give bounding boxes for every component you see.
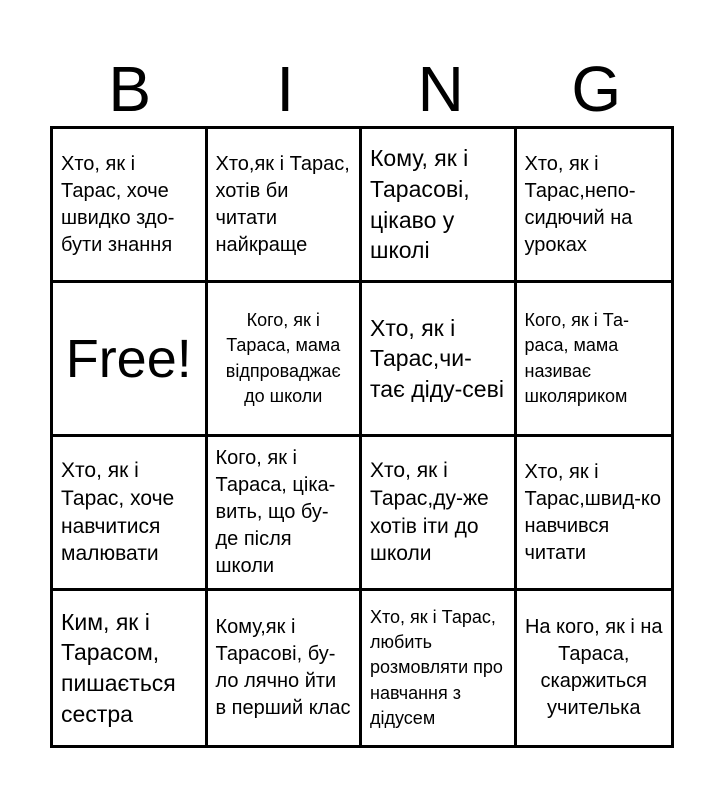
bingo-cell[interactable] bbox=[53, 591, 208, 745]
bingo-cell[interactable] bbox=[362, 591, 517, 745]
bingo-board bbox=[50, 126, 674, 748]
bingo-cell[interactable] bbox=[53, 437, 208, 591]
bingo-cell[interactable] bbox=[362, 283, 517, 437]
cell-text: Кому,як і Тарасові, бу-ло лячно йти в перший клас bbox=[215, 616, 351, 719]
cell-text: Кого, як і Тараса, ціка- вить, що бу-де після школи bbox=[215, 447, 336, 577]
cell-text: Ким, як і Тарасом, пишається сестра bbox=[61, 608, 176, 727]
bingo-free-cell[interactable] bbox=[53, 283, 208, 437]
bingo-cell[interactable] bbox=[517, 591, 672, 745]
cell-text: Кого, як і Тараса, мама відпроваджає до школи bbox=[225, 310, 341, 406]
cell-text: Хто,як і Тарас, хотів би читати найкраще bbox=[215, 152, 350, 256]
cell-text: Кого, як і Та-раса, мама називає школяриком bbox=[524, 310, 629, 406]
cell-text: На кого, як і на Тараса, скаржиться учителька bbox=[524, 616, 663, 719]
free-space-label: Free! bbox=[65, 328, 192, 389]
bingo-cell[interactable] bbox=[208, 437, 363, 591]
bingo-cell[interactable] bbox=[517, 129, 672, 283]
cell-text: Хто, як і Тарас,ду-же хотів іти до школи bbox=[370, 458, 489, 566]
cell-text: Хто, як і Тарас,чи-тає діду-севі bbox=[370, 314, 504, 402]
bingo-cell[interactable] bbox=[208, 283, 363, 437]
cell-text: Кому, як і Тарасові, цікаво у школі bbox=[370, 145, 470, 264]
bingo-cell[interactable] bbox=[208, 129, 363, 283]
bingo-cell[interactable] bbox=[517, 437, 672, 591]
cell-text: Хто, як і Тарас,непо-сидючий на уроках bbox=[524, 152, 636, 256]
cell-text: Хто, як і Тарас, любить розмовляти про навчання з дідусем bbox=[370, 607, 503, 728]
bingo-header bbox=[52, 52, 674, 126]
header-letter-i: I bbox=[276, 53, 295, 125]
bingo-cell[interactable] bbox=[362, 437, 517, 591]
bingo-cell[interactable] bbox=[362, 129, 517, 283]
header-letter-b: B bbox=[108, 53, 152, 125]
cell-text: Хто, як і Тарас, хоче навчитися малювати bbox=[61, 458, 175, 566]
bingo-cell[interactable] bbox=[208, 591, 363, 745]
header-letter-n: N bbox=[417, 53, 464, 125]
header-letter-g: G bbox=[571, 53, 622, 125]
cell-text: Хто, як і Тарас, хоче швидко здо-бути знання bbox=[61, 152, 175, 256]
bingo-cell[interactable] bbox=[517, 283, 672, 437]
bingo-cell[interactable] bbox=[53, 129, 208, 283]
cell-text: Хто, як і Тарас,швид-ко навчився читати bbox=[524, 460, 662, 564]
